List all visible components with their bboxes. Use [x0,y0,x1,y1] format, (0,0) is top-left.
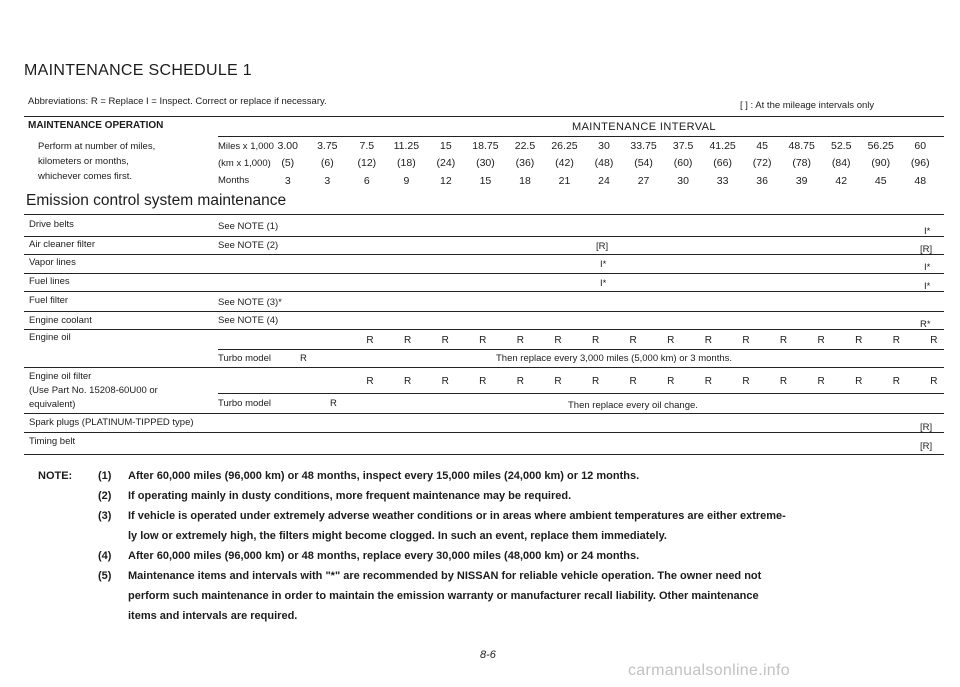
row-divider [24,432,944,433]
row-oil-filter-marks: R R R R R R R R R R R R R R R R [366,376,938,387]
months-row: 3 3 6 9 12 15 18 21 24 27 30 33 36 39 42 45 48 [284,175,927,187]
row-oil-filter-turbo-label: Turbo model [218,398,271,409]
page-title: MAINTENANCE SCHEDULE 1 [24,62,252,79]
row-engine-oil-turbo-first: R [300,353,307,364]
row-engine-coolant-note: See NOTE (4) [218,315,279,326]
note-3-cont: ly low or extremely high, the filters might become clogged. In such an event, replace them immediately. [128,530,667,542]
km-label: (km x 1,000) [218,158,271,169]
months-label: Months [218,175,250,186]
note-1: NOTE: (1) After 60,000 miles (96,000 km) or 48 months, inspect every 15,000 miles (24,000 km) or 12 months. [38,466,938,486]
row-divider [218,349,944,350]
top-rule [24,116,944,117]
notes-label: NOTE: [38,470,73,482]
row-engine-oil-label: Engine oil [29,332,71,343]
row-divider [24,273,944,274]
watermark-text: carmanualsonline.info [628,662,790,679]
row-divider [24,329,944,330]
row-divider [218,393,944,394]
note-5-cont-2: items and intervals are required. [128,610,298,622]
row-spark-plugs-mark: [R] [920,422,933,433]
km-row: (5) (6) (12) (18) (24) (30) (36) (42) (48) (54) (60) (66) (72) (78) (84) (90) (96) [281,157,930,169]
header-interval: MAINTENANCE INTERVAL [572,121,716,133]
bracket-legend: [ ] : At the mileage intervals only [740,100,875,111]
row-vapor-lines-mid: I* [600,259,607,270]
row-divider [24,291,944,292]
row-vapor-lines-last: I* [924,262,931,273]
row-engine-oil-turbo-text: Then replace every 3,000 miles (5,000 km) or 3 months. [496,353,733,364]
row-engine-oil-turbo-label: Turbo model [218,353,271,364]
row-oil-filter-label: Engine oil filter (Use Part No. 15208-60U00 or equivalent) [29,371,158,410]
row-fuel-lines-mid: I* [600,278,607,289]
row-fuel-lines-label: Fuel lines [29,276,70,287]
page-number: 8-6 [480,649,496,661]
note-2: (2) If operating mainly in dusty conditions, more frequent maintenance may be required. [98,490,572,502]
row-divider [24,311,944,312]
note-3: (3) If vehicle is operated under extremely adverse weather conditions or in areas where ambient temperatures are either extreme- [98,510,786,522]
row-fuel-filter-note: See NOTE (3)* [218,297,282,308]
row-drive-belts-mark: I* [924,226,931,237]
row-air-cleaner-note: See NOTE (2) [218,240,279,251]
abbreviations-legend: Abbreviations: R = Replace I = Inspect. Correct or replace if necessary. [28,96,327,107]
row-engine-oil-marks: R R R R R R R R R R R R R R R R [366,335,938,346]
row-divider [24,367,944,368]
row-fuel-filter-label: Fuel filter [29,295,69,306]
row-air-cleaner-last: [R] [920,244,933,255]
row-oil-filter-turbo-text: Then replace every oil change. [568,400,698,411]
row-air-cleaner-mid: [R] [596,241,609,252]
row-divider [24,413,944,414]
section-title: Emission control system maintenance [26,192,287,209]
note-5-cont-1: perform such maintenance in order to maintain the emission warranty or manufacturer recall liability. Other maintenance [128,590,759,602]
section-rule [24,214,944,215]
row-air-cleaner-label: Air cleaner filter [29,239,95,250]
miles-row: 3.00 3.75 7.5 11.25 15 18.75 22.5 26.25 30 33.75 37.5 41.25 45 48.75 52.5 56.25 60 [277,140,927,152]
miles-label: Miles x 1,000 [218,141,274,152]
interval-rule [218,136,944,137]
header-operation: MAINTENANCE OPERATION [28,120,164,131]
row-divider [24,236,944,237]
row-timing-belt-mark: [R] [920,441,933,452]
bottom-rule [24,454,944,455]
note-5: (5) Maintenance items and intervals with "*" are recommended by NISSAN for reliable vehicle operation. The owner need not [98,570,762,582]
row-engine-coolant-label: Engine coolant [29,315,92,326]
row-divider [24,254,944,255]
row-spark-plugs-label: Spark plugs (PLATINUM-TIPPED type) [29,417,194,428]
note-4: (4) After 60,000 miles (96,000 km) or 48 months, replace every 30,000 miles (48,000 km) or 24 months. [98,550,640,562]
row-oil-filter-turbo-first: R [330,398,337,409]
row-timing-belt-label: Timing belt [29,436,76,447]
row-vapor-lines-label: Vapor lines [29,257,76,268]
row-engine-coolant-mark: R* [920,319,931,330]
row-drive-belts-note: See NOTE (1) [218,221,279,232]
interval-description: Perform at number of miles, kilometers or months, whichever comes first. [38,141,156,182]
notes-block [38,466,938,626]
row-fuel-lines-last: I* [924,281,931,292]
row-drive-belts-label: Drive belts [29,219,74,230]
